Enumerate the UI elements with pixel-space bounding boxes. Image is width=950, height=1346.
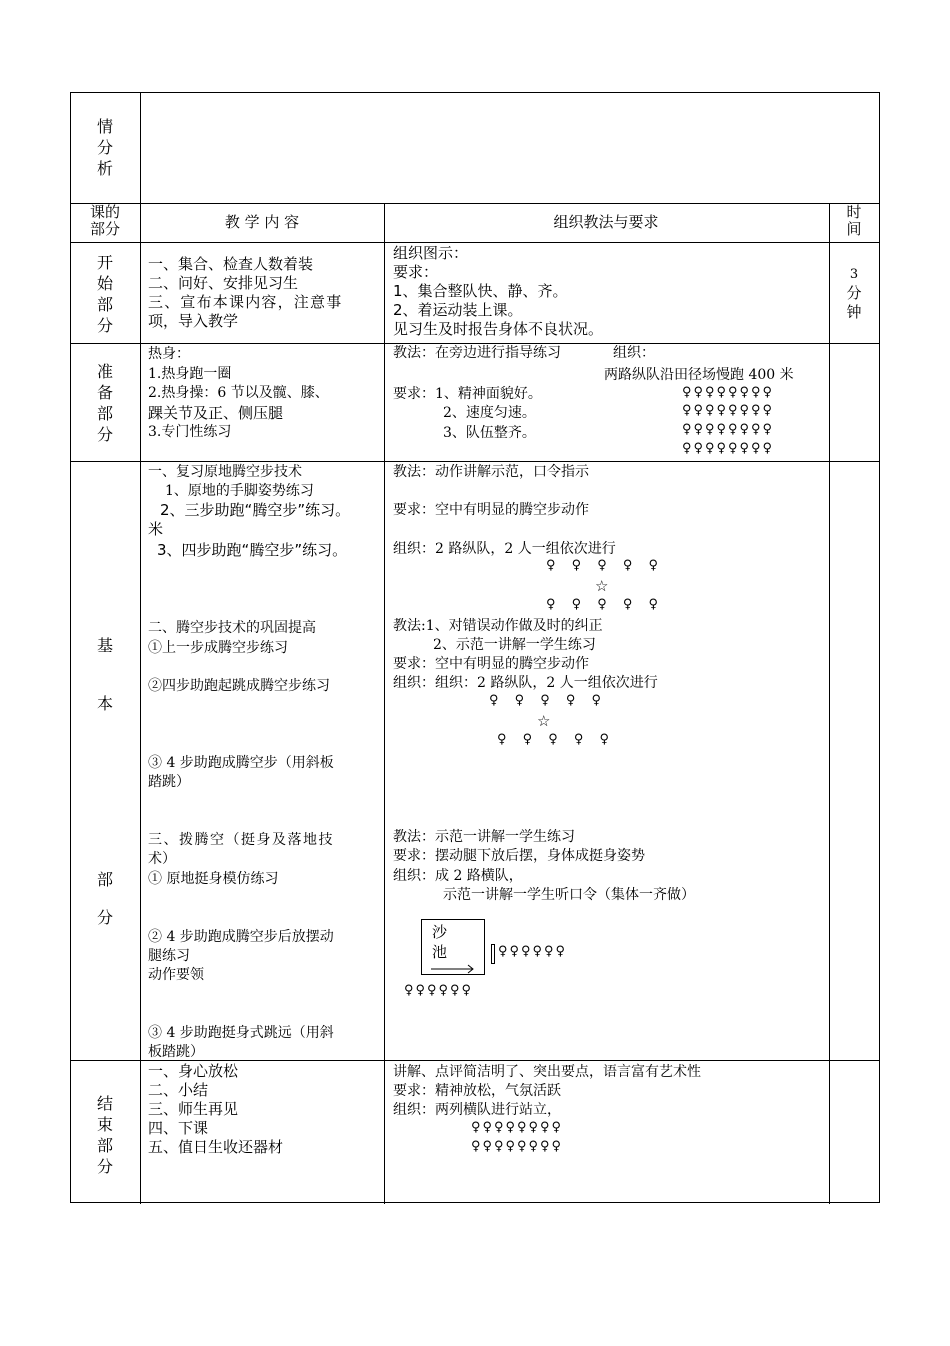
formation-row: ♀♀♀♀♀♀♀♀ [471,1120,564,1135]
basic-s3-title: 三、拨腾空（挺身及落地技 [148,832,334,848]
formation-row: ♀ ♀ ♀ ♀ ♀ [546,597,665,612]
col-divider [384,203,385,1204]
basic-m3-req: 要求：摆动腿下放后摆，身体成挺身姿势 [393,848,645,864]
prep-label: 准 备 部 分 [96,362,113,444]
start-time: 3 分 钟 [846,267,862,321]
row-divider [71,203,879,204]
basic-s2-title: 二、腾空步技术的巩固提高 [148,620,316,636]
sand-pit: 沙 池 [421,919,485,975]
formation-row: ♀ ♀ ♀ ♀ ♀ [497,732,616,747]
basic-m2-org: 组织：组织：2 路纵队，2 人一组依次进行 [393,675,658,691]
end-method-2: 要求：精神放松，气氛活跃 [393,1083,561,1099]
header-method: 组织教法与要求 [553,213,659,231]
basic-s1-item: 2、三步助跑“腾空步”练习。 [160,501,351,519]
basic-s3-item: 动作要领 [148,967,204,983]
basic-s1-item: 米 [148,520,164,538]
formation-row: ♀♀♀♀♀♀♀♀ [682,422,775,437]
basic-s1-item: 1、原地的手脚姿势练习 [165,483,314,499]
basic-m1-req: 要求：空中有明显的腾空步动作 [393,502,589,518]
formation-row: ♀♀♀♀♀♀♀♀ [682,403,775,418]
basic-m1-org: 组织：2 路纵队，2 人一组依次进行 [393,541,616,557]
teacher-star-icon: ☆ [595,577,611,595]
header-part: 课的 部分 [89,203,120,238]
formation-row: ♀ ♀ ♀ ♀ ♀ [489,693,608,708]
start-content: 一、集合、检查人数着装 二、问好、安排见习生 三、宣布本课内容，注意事 项，导入教学 [148,255,343,330]
end-content: 一、身心放松 二、小结 三、师生再见 四、下课 五、值日生收还器材 [148,1062,284,1156]
basic-m2-req: 要求：空中有明显的腾空步动作 [393,656,589,672]
takeoff-board [491,944,495,964]
row-divider [71,461,879,462]
basic-m3-item: 示范一讲解一学生听口令（集体一齐做） [443,887,695,903]
prep-method-teach: 教法：在旁边进行指导练习 [393,345,561,361]
basic-label-4: 分 [96,908,113,927]
col-divider [829,203,830,1204]
basic-s2-item: ②四步助跑起跳成腾空步练习 [148,678,330,694]
col-divider [140,93,141,1204]
basic-s3-item: ② 4 步助跑成腾空步后放摆动 [148,929,334,945]
basic-label-1: 基 [96,636,113,655]
end-label: 结 束 部 分 [96,1094,113,1176]
formation-row: ♀♀♀♀♀♀♀♀ [682,385,775,400]
basic-s3-item: 腿练习 [148,948,190,964]
basic-s2-item: ③ 4 步助跑成腾空步（用斜板 [148,755,334,771]
basic-m2-item: 2、示范一讲解一学生练习 [433,637,596,653]
prep-req-1: 要求：1、精神面貌好。 [393,386,542,402]
basic-label-3: 部 [96,870,113,889]
end-method-3: 组织：两列横队进行站立， [393,1102,561,1118]
basic-s3-item: 板踏跳） [148,1044,204,1060]
prep-method-run: 两路纵队沿田径场慢跑 400 米 [604,367,794,383]
basic-label-2: 本 [96,694,113,713]
basic-s2-item: ①上一步成腾空步练习 [148,640,288,656]
row-divider [71,242,879,243]
formation-row: ♀♀♀♀♀♀ [404,983,474,998]
basic-s2-item: 踏跳） [148,774,190,790]
start-label: 开 始 部 分 [96,253,113,335]
basic-s3-item: 术） [148,851,176,867]
start-method: 组织图示： 要求： 1、集合整队快、静、齐。 2、着运动装上课。 见习生及时报告身体不良状况。 [393,244,604,338]
header-content: 教 学 内 容 [224,213,300,231]
prep-method-org: 组织： [613,345,655,361]
basic-s3-item: ① 原地挺身模仿练习 [148,871,279,887]
analysis-label: 情 分 析 [96,117,113,178]
basic-m1-teach: 教法：动作讲解示范，口令指示 [393,464,589,480]
basic-m3-org: 组织：成 2 路横队， [393,868,523,884]
formation-row: ♀ ♀ ♀ ♀ ♀ [546,558,665,573]
teacher-star-icon: ☆ [537,712,553,730]
header-time: 时 间 [846,203,862,238]
jump-direction-arrow-icon [421,919,485,975]
prep-req-3: 3、队伍整齐。 [443,425,536,441]
formation-row: ♀♀♀♀♀♀♀♀ [471,1139,564,1154]
formation-row: ♀♀♀♀♀♀ [498,944,568,959]
basic-m3-teach: 教法：示范一讲解一学生练习 [393,829,575,845]
basic-s3-item: ③ 4 步助跑挺身式跳远（用斜 [148,1025,334,1041]
prep-req-2: 2、速度匀速。 [443,405,536,421]
basic-s1-item: 3、四步助跑“腾空步”练习。 [157,541,348,559]
basic-s1-title: 一、复习原地腾空步技术 [148,464,302,480]
basic-m2-teach: 教法:1、对错误动作做及时的纠正 [393,618,603,634]
prep-content: 热身： 1.热身跑一圈 2.热身操：6 节以及髋、膝、 踝关节及正、侧压腿 3.专门性练习 [148,346,329,440]
formation-row: ♀♀♀♀♀♀♀♀ [682,441,775,456]
end-method-1: 讲解、点评简洁明了、突出要点，语言富有艺术性 [393,1064,701,1080]
